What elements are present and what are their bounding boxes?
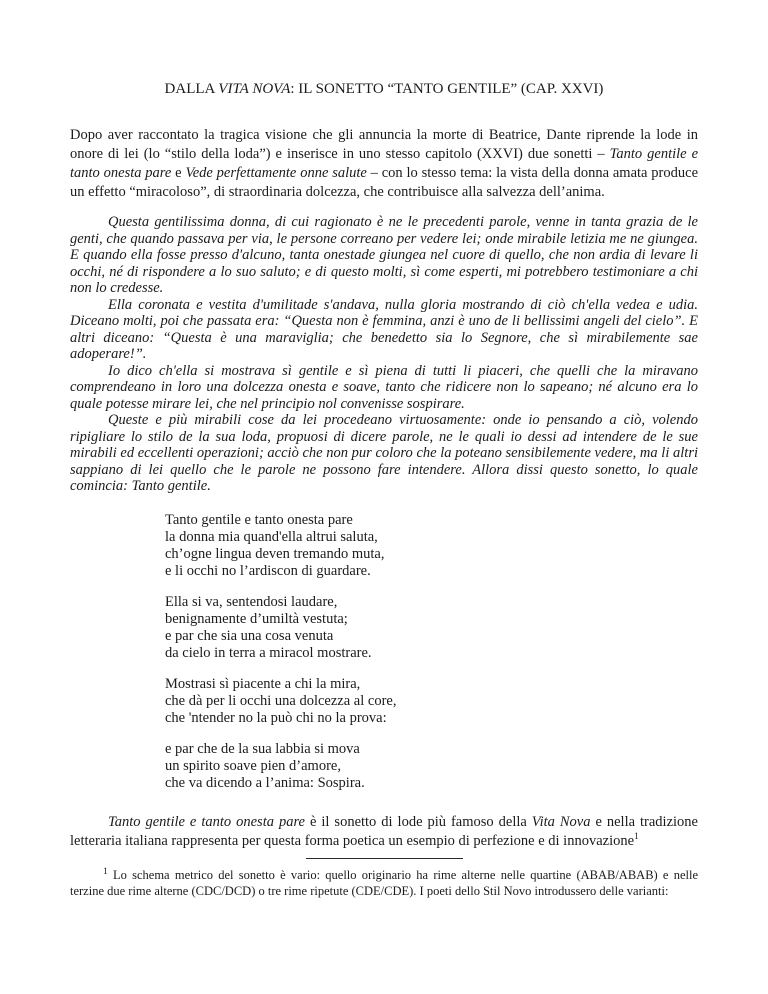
verse-line: e par che de la sua labbia si mova (165, 740, 360, 757)
verse-line: che dà per li occhi una dolcezza al core, (165, 692, 397, 709)
footnote-marker: 1 (103, 866, 108, 877)
sonnet-quatrain-1 (165, 512, 698, 580)
verse-line: Ella si va, sentendosi laudare, (165, 593, 338, 610)
footnote-reference: 1 (634, 831, 639, 842)
intro-run: – con lo stesso tema: la vista della donna amata produce un effetto “miracoloso”, di straordinaria dolcezza, che contribuisce alla salvezza dell’anima. (70, 165, 698, 200)
intro-run: Dopo aver raccontato la tragica visione che gli annuncia la morte di Beatrice, Dante riprende la lode in onore di lei (lo “stilo della loda”) e inserisce in uno stesso capitolo (XXVI) due sonetti – (70, 127, 698, 162)
sonnet-tercet-1 (165, 676, 698, 727)
title-run: : IL SONETTO “TANTO GENTILE” (CAP. XXVI) (290, 81, 604, 97)
excerpt-paragraph: Ella coronata e vestita d'umilitade s'andava, nulla gloria mostrando di ciò ch'ella vedea e udia. Diceano molti, poi che passata era: “Questa non è femmina, anzi è uno de li bellissimi angeli del cielo”. E altri diceano: “Questa è una maraviglia; che benedetto sia lo Segnore, che sì mirabilemente sae adoperare!”. (70, 296, 698, 362)
sonnet-quatrain-2 (165, 594, 698, 662)
sonnet-title-mention: Tanto gentile e tanto onesta pare (108, 813, 305, 830)
vita-nova-excerpt (70, 214, 698, 495)
excerpt-paragraph: Questa gentilissima donna, di cui ragionato è ne le precedenti parole, venne in tanta grazia de le genti, che quando passava per via, le persone correano per vedere lei; onde mirabile letizia me ne giungea. E quando ella fosse presso d'alcuno, tanta onestade giungea nel cuore di quello, che non ardia di levare li occhi, né di rispondere a lo suo saluto; e di questo molti, sì come esperti, mi potrebbero testimoniare a chi non lo credesse. (70, 214, 698, 296)
footnote-text: Lo schema metrico del sonetto è vario: quello originario ha rime alterne nelle quartine (ABAB/ABAB) e nelle terzine due rime alterne (CDC/DCD) o tre rime ripetute (CDE/CDE). I poeti dello Stil Novo introdussero delle varianti: (70, 867, 699, 898)
intro-paragraph (70, 126, 698, 202)
verse-line: Mostrasi sì piacente a chi la mira, (165, 675, 361, 692)
commentary-paragraph (70, 813, 698, 851)
verse-line: Tanto gentile e tanto onesta pare (165, 511, 353, 528)
verse-line: e li occhi no l’ardiscon di guardare. (165, 562, 371, 579)
sonnet-title-mention: Tanto gentile e tanto onesta pare (70, 146, 699, 181)
sonnet-text (165, 512, 698, 792)
excerpt-paragraph: Io dico ch'ella si mostrava sì gentile e sì piena di tutti li piaceri, che quelli che la miravano comprendeano in loro una dolcezza onesta e soave, tanto che ridicere non lo sapeano; né alcuno era lo quale potesse mirare lei, che nel principio nol convenisse sospirare. (70, 362, 698, 412)
verse-line: benignamente d’umiltà vestuta; (165, 610, 348, 627)
work-title-mention: Vita Nova (531, 813, 591, 830)
sonnet-title-mention: Vede perfettamente onne salute (185, 165, 367, 181)
sonnet-tercet-2 (165, 741, 698, 792)
page-title (70, 80, 698, 99)
verse-line: un spirito soave pien d’amore, (165, 757, 341, 774)
footnote-separator (306, 858, 463, 859)
verse-line: e par che sia una cosa venuta (165, 627, 334, 644)
verse-line: la donna mia quand'ella altrui saluta, (165, 528, 378, 545)
verse-line: ch’ogne lingua deven tremando muta, (165, 545, 385, 562)
verse-line: che va dicendo a l’anima: Sospira. (165, 774, 365, 791)
title-run: DALLA (164, 81, 219, 97)
commentary-run: e nella tradizione letteraria italiana rappresenta per questa forma poetica un esempio di perfezione e di innovazione (70, 813, 698, 849)
excerpt-paragraph: Queste e più mirabili cose da lei procedeano virtuosamente: onde io pensando a ciò, volendo ripigliare lo stilo de la sua loda, propuosi di dicere parole, ne le quali io dessi ad intendere de le sue mirabili ed eccellenti operazioni; acciò che non pur coloro che la poteano sensibilemente vedere, ma li altri sappiano di lei quello che le parole ne possono fare intendere. Allora dissi questo sonetto, lo quale comincia: Tanto gentile. (70, 412, 698, 494)
intro-run: e (171, 165, 186, 181)
commentary-run: è il sonetto di lode più famoso della (305, 813, 532, 830)
title-run-italic: VITA NOVA (218, 81, 291, 97)
verse-line: che 'ntender no la può chi no la prova: (165, 709, 387, 726)
page-content (70, 80, 698, 899)
footnote (70, 867, 698, 899)
verse-line: da cielo in terra a miracol mostrare. (165, 644, 372, 661)
